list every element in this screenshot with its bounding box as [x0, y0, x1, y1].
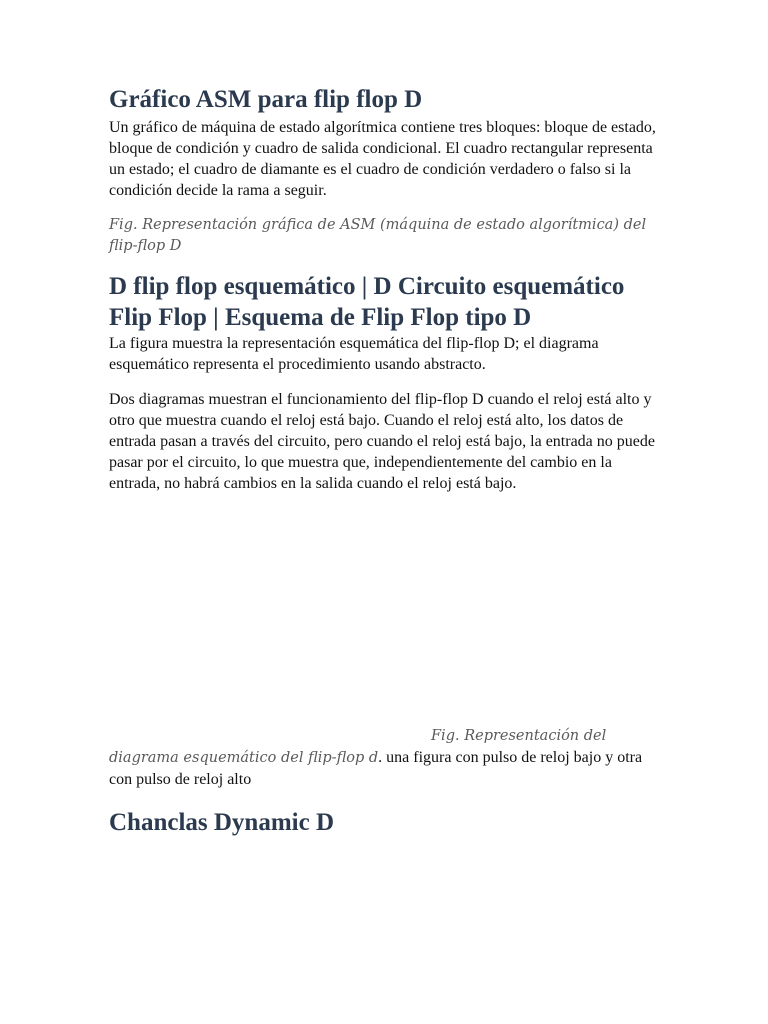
dynamic-heading: Chanclas Dynamic D — [109, 809, 335, 836]
schematic-caption-italic: diagrama esquemático del flip-flop d — [109, 750, 379, 766]
schematic-caption-line-1: Fig. Representación del — [431, 728, 607, 744]
schematic-figure-caption — [109, 726, 657, 791]
schematic-figure-placeholder — [109, 494, 657, 726]
asm-paragraph: Un gráfico de máquina de estado algorítmica contiene tres bloques: bloque de estado, bloque de condición y cuadro de salida condicional. El cuadro rectangular representa un estado; el cuadro de diamante es el cuadro de condición verdadero o falso si la condición decide la rama a seguir. — [109, 119, 656, 199]
asm-heading: Gráfico ASM para flip flop D — [109, 86, 423, 113]
document-page — [109, 84, 657, 838]
schematic-paragraph-1: La figura muestra la representación esquemática del flip-flop D; el diagrama esquemático representa el procedimiento usando abstracto. — [109, 335, 599, 373]
schematic-caption-tail: . una figura con pulso de reloj bajo y otra con pulso de reloj alto — [109, 749, 643, 788]
schematic-heading: D flip flop esquemático | D Circuito esquemático Flip Flop | Esquema de Flip Flop tipo D — [109, 273, 625, 331]
schematic-paragraph-2: Dos diagramas muestran el funcionamiento del flip-flop D cuando el reloj está alto y otro que muestra cuando el reloj está bajo. Cuando el reloj está alto, los datos de entrada pasan a través del circuito, pero cuando el reloj está bajo, la entrada no puede pasar por el circuito, lo que muestra que, independientemente del cambio en la entrada, no habrá cambios en la salida cuando el reloj está bajo. — [109, 391, 655, 492]
asm-figure-caption: Fig. Representación gráfica de ASM (máquina de estado algorítmica) del flip-flop D — [109, 217, 647, 254]
